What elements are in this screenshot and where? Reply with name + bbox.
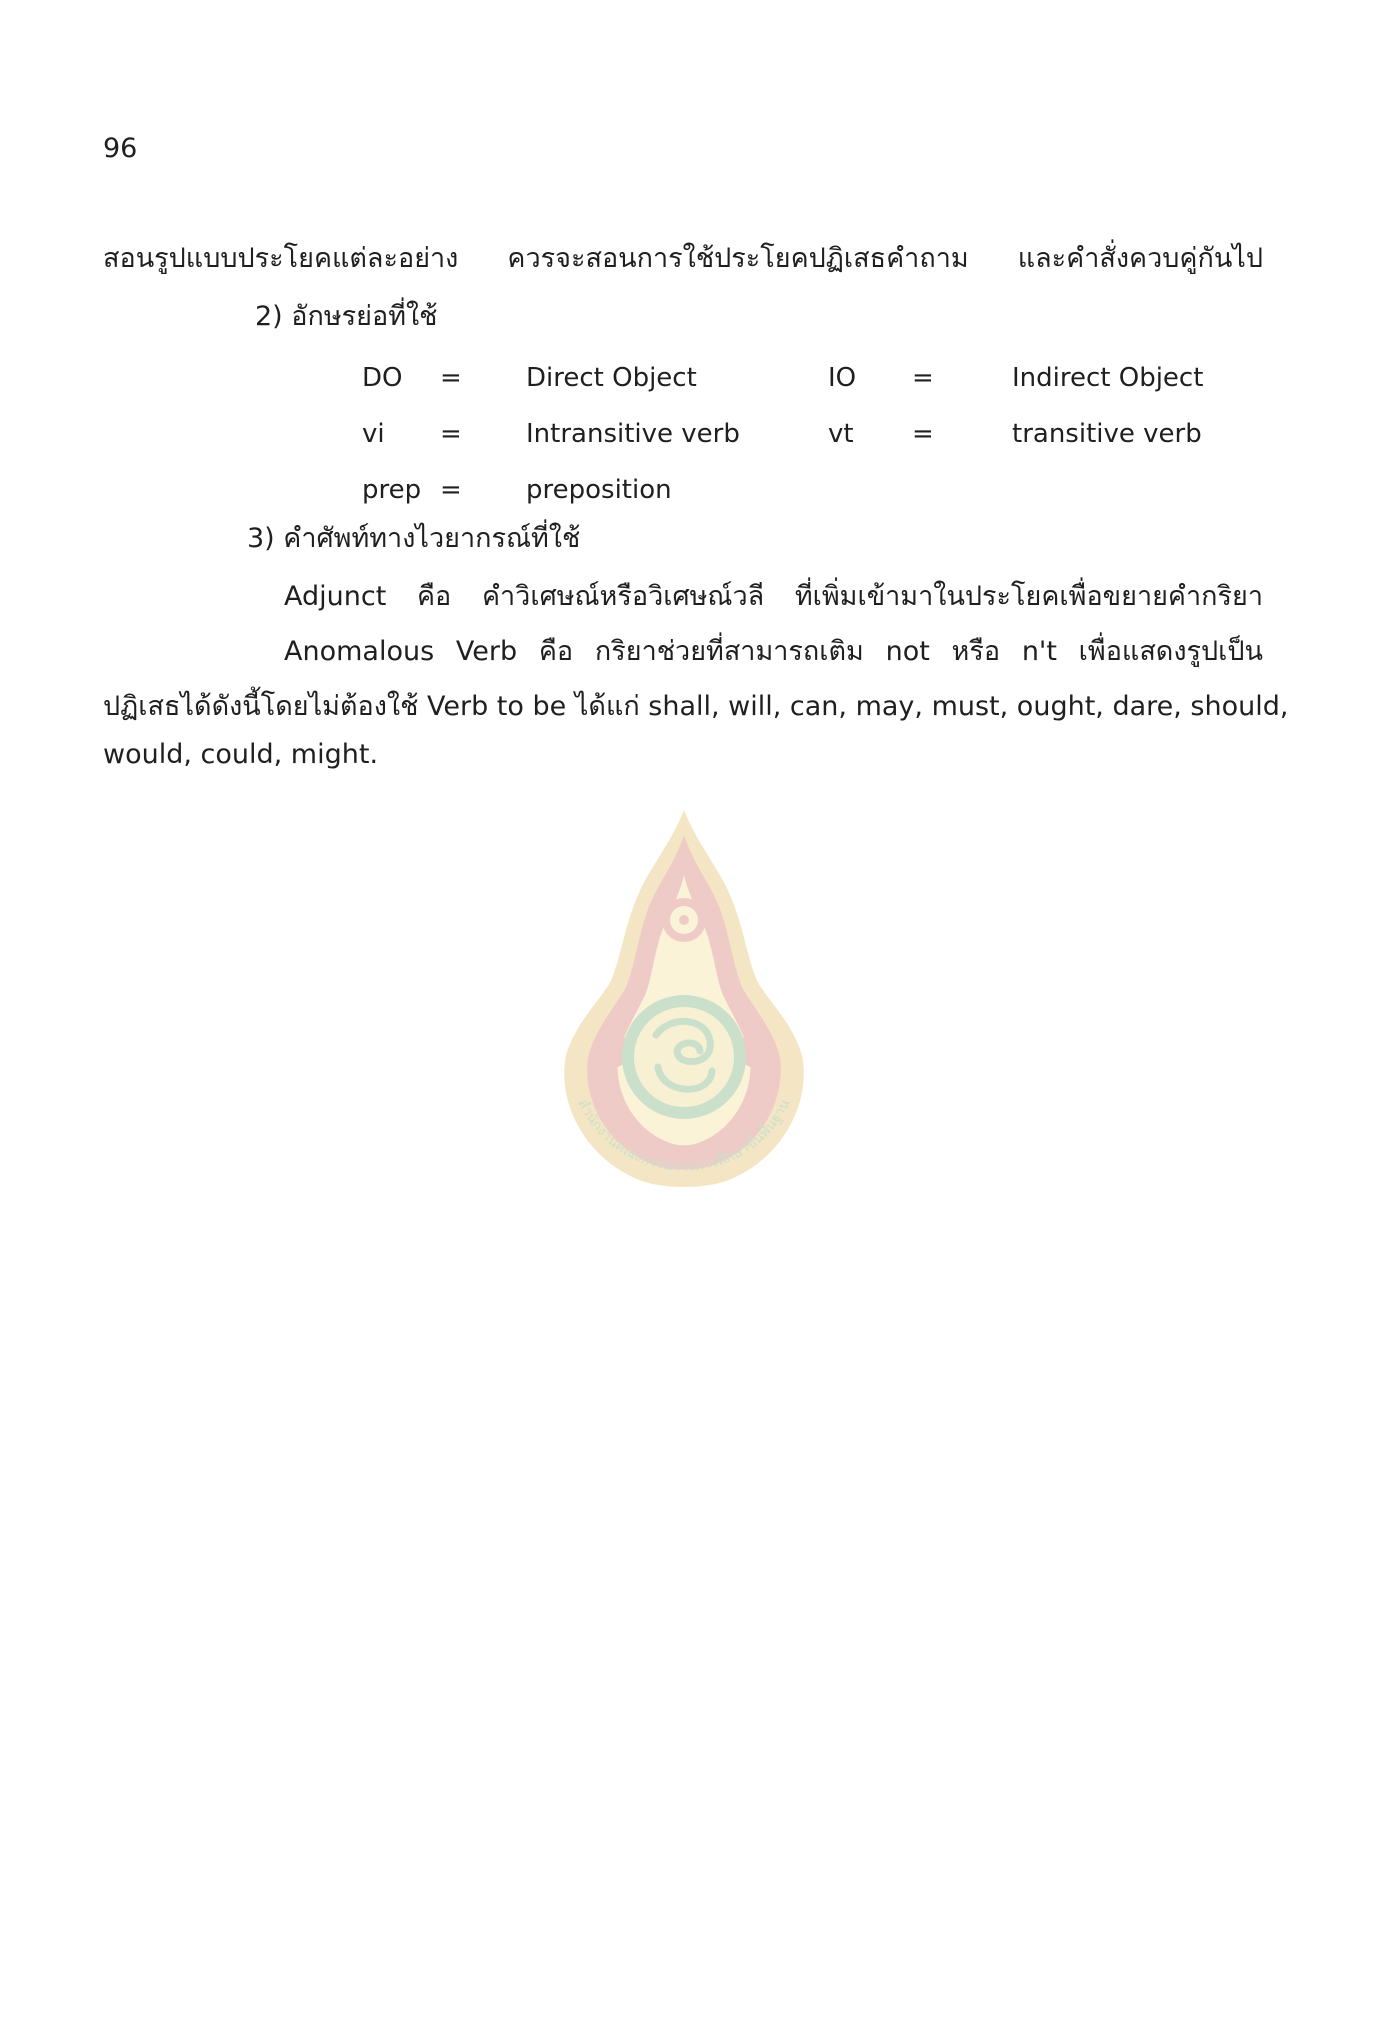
meaning-cell	[1012, 462, 1203, 518]
anomalous-verb-definition-line-2: ปฏิเสธได้ดังนี้โดยไม่ต้องใช้ Verb to be ได้แก่ shall, will, can, may, must, ought, dare, should,	[103, 691, 1289, 722]
meaning-cell: transitive verb	[1012, 419, 1202, 449]
meaning-cell: Direct Object	[526, 363, 697, 393]
table-row	[362, 350, 1203, 406]
abbreviation-table	[362, 350, 1203, 518]
equals-cell: =	[440, 419, 462, 449]
equals-cell: =	[440, 475, 462, 505]
table-row	[362, 406, 1203, 462]
equals-cell: =	[912, 419, 934, 449]
section-heading-abbreviations: 2) อักษรย่อที่ใช้	[255, 301, 438, 332]
adjunct-definition: Adjunct คือ คำวิเศษณ์หรือวิเศษณ์วลี ที่เพิ่มเข้ามาในประโยคเพื่อขยายคำกริยา	[284, 581, 1263, 612]
page-number: 96	[103, 133, 138, 164]
table-row	[362, 462, 1203, 518]
equals-cell	[912, 462, 1012, 518]
abbr-cell: vt	[828, 419, 854, 449]
abbr-cell: vi	[362, 419, 385, 449]
anomalous-verb-definition-line-3: would, could, might.	[103, 739, 379, 770]
abbr-cell: prep	[362, 475, 422, 505]
emblem-arc-text: สำนักงานคณะกรรมการการศึกษาขั้นพื้นฐาน	[574, 1096, 794, 1176]
abbr-cell	[828, 462, 912, 518]
meaning-cell: preposition	[526, 475, 672, 505]
abbr-cell: IO	[828, 363, 857, 393]
abbr-cell: DO	[362, 363, 403, 393]
meaning-cell: Intransitive verb	[526, 419, 740, 449]
meaning-cell: Indirect Object	[1012, 363, 1204, 393]
paragraph-line-1: สอนรูปแบบประโยคแต่ละอย่าง ควรจะสอนการใช้ประโยคปฏิเสธคำถาม และคำสั่งควบคู่กันไป	[103, 243, 1263, 274]
anomalous-verb-definition-line-1: Anomalous Verb คือ กริยาช่วยที่สามารถเติม not หรือ n't เพื่อแสดงรูปเป็น	[284, 636, 1263, 667]
section-heading-grammar-terms: 3) คำศัพท์ทางไวยากรณ์ที่ใช้	[247, 523, 581, 554]
equals-cell: =	[912, 363, 934, 393]
obec-emblem-watermark-icon	[538, 805, 830, 1195]
equals-cell: =	[440, 363, 462, 393]
